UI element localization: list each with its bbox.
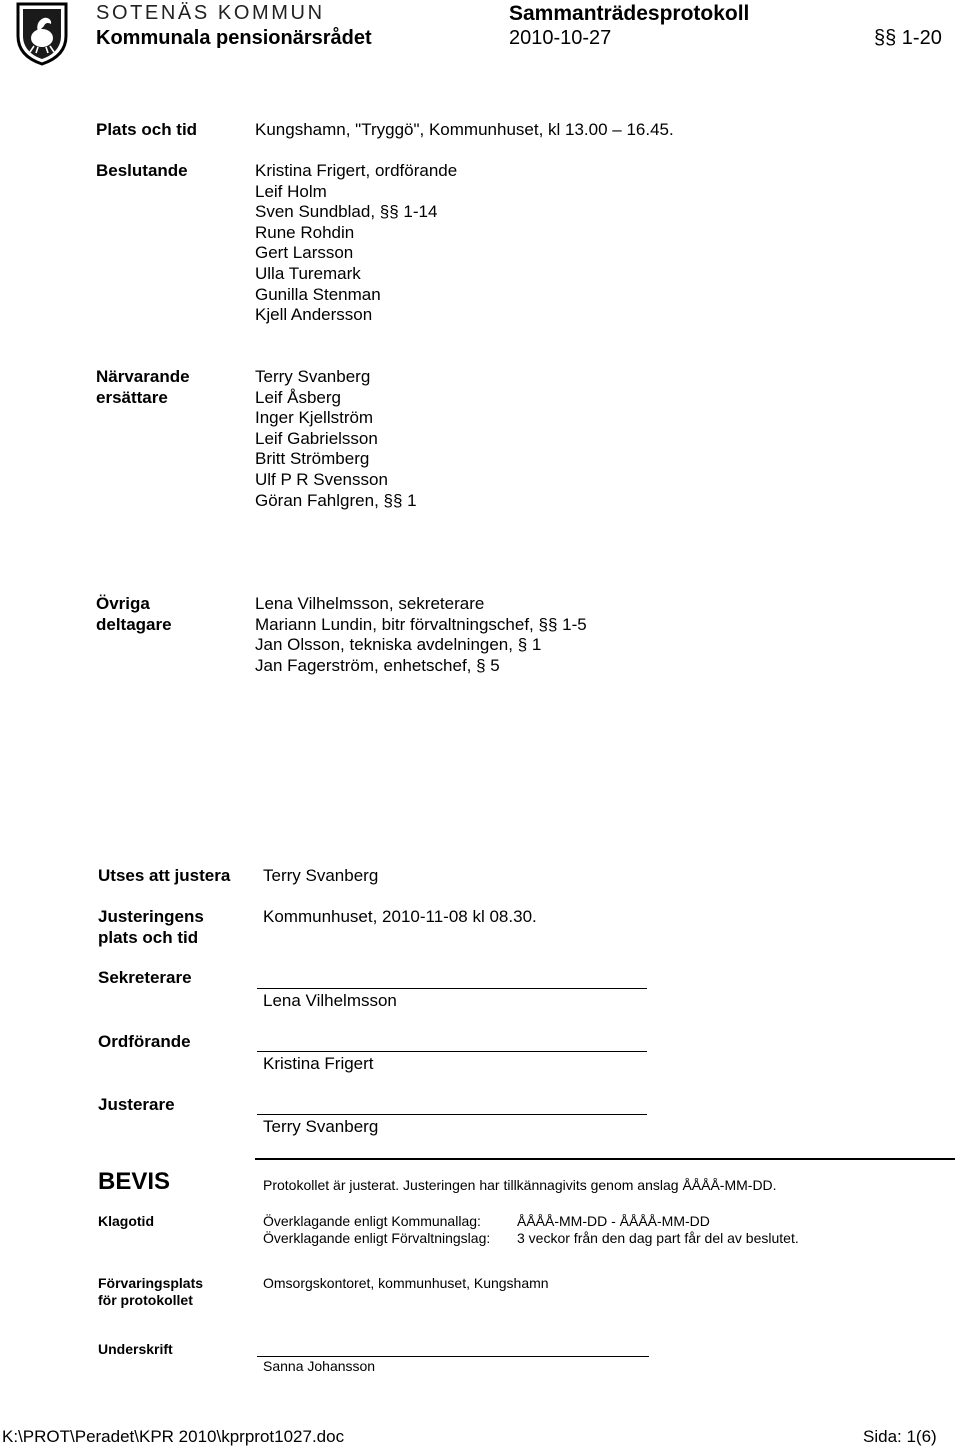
adjuster-sign-name: Terry Svanberg <box>263 1117 379 1136</box>
substitutes-label-line1: Närvarande <box>96 367 190 386</box>
chair-name: Kristina Frigert <box>263 1054 374 1073</box>
list-item: Ulla Turemark <box>255 263 361 283</box>
chair-label: Ordförande <box>98 1032 191 1051</box>
list-item: Rune Rohdin <box>255 222 355 242</box>
substitutes-list <box>255 367 417 511</box>
list-item: Jan Olsson, tekniska avdelningen, § 1 <box>255 635 542 655</box>
meeting-date: 2010-10-27 <box>509 27 612 49</box>
appeal-1-label: Överklagande enligt Kommunallag: <box>263 1213 481 1229</box>
substitutes-label-line2: ersättare <box>96 387 168 407</box>
document-type: Sammanträdesprotokoll <box>509 2 750 25</box>
substitutes-label <box>96 367 190 408</box>
list-item: Göran Fahlgren, §§ 1 <box>255 490 417 510</box>
list-item: Leif Holm <box>255 181 327 201</box>
deciders-label: Beslutande <box>96 161 188 180</box>
adjuster-sign-label: Justerare <box>98 1095 175 1114</box>
appeal-2-label: Överklagande enligt Förvaltningslag: <box>263 1230 491 1246</box>
list-item: Britt Strömberg <box>255 449 370 469</box>
municipality-name: SOTENÄS KOMMUN <box>96 2 325 24</box>
secretary-label: Sekreterare <box>98 968 192 987</box>
adjust-place-label <box>98 907 204 948</box>
list-item: Inger Kjellström <box>255 408 374 428</box>
list-item: Ulf P R Svensson <box>255 469 388 489</box>
place-time-label: Plats och tid <box>96 120 198 139</box>
signature-line <box>257 1356 649 1357</box>
list-item: Sven Sundblad, §§ 1-14 <box>255 202 438 222</box>
deciders-list <box>255 161 457 326</box>
appeal-label: Klagotid <box>98 1213 154 1229</box>
signature-line <box>257 1114 647 1115</box>
list-item: Lena Vilhelmsson, sekreterare <box>255 594 485 613</box>
list-item: Kristina Frigert, ordförande <box>255 161 458 180</box>
adjuster-label: Utses att justera <box>98 866 231 885</box>
bevis-text: Protokollet är justerat. Justeringen har tillkännagivits genom anslag ÅÅÅÅ-MM-DD. <box>263 1177 777 1193</box>
page-number: Sida: 1(6) <box>863 1427 937 1446</box>
list-item: Gunilla Stenman <box>255 284 381 304</box>
storage-label <box>98 1275 203 1309</box>
list-item: Gert Larsson <box>255 243 354 263</box>
signature-name: Sanna Johansson <box>263 1358 376 1374</box>
adjust-place-value: Kommunhuset, 2010-11-08 kl 08.30. <box>263 907 537 926</box>
place-time-value: Kungshamn, "Tryggö", Kommunhuset, kl 13.00 – 16.45. <box>255 120 674 139</box>
signature-label: Underskrift <box>98 1341 173 1357</box>
secretary-name: Lena Vilhelmsson <box>263 991 397 1010</box>
bevis-title: BEVIS <box>98 1168 171 1195</box>
others-label-line1: Övriga <box>96 594 150 613</box>
list-item: Jan Fagerström, enhetschef, § 5 <box>255 655 500 675</box>
list-item: Leif Åsberg <box>255 387 341 407</box>
file-path: K:\PROT\Peradet\KPR 2010\kprprot1027.doc <box>2 1427 345 1446</box>
section-range: §§ 1-20 <box>874 27 942 49</box>
signature-line <box>257 988 647 989</box>
bevis-divider <box>255 1158 955 1160</box>
storage-label-line2: för protokollet <box>98 1292 193 1308</box>
others-list <box>255 594 587 676</box>
board-name: Kommunala pensionärsrådet <box>96 27 372 49</box>
adjuster-value: Terry Svanberg <box>263 866 379 885</box>
adjust-place-label-line1: Justeringens <box>98 907 204 926</box>
list-item: Terry Svanberg <box>255 367 371 386</box>
others-label-line2: deltagare <box>96 614 172 634</box>
appeal-1-value: ÅÅÅÅ-MM-DD - ÅÅÅÅ-MM-DD <box>517 1213 710 1229</box>
municipality-coat-of-arms-icon <box>14 2 70 66</box>
storage-label-line1: Förvaringsplats <box>98 1275 204 1291</box>
adjust-place-label-line2: plats och tid <box>98 927 199 947</box>
list-item: Leif Gabrielsson <box>255 428 378 448</box>
list-item: Kjell Andersson <box>255 305 373 325</box>
others-label <box>96 594 172 635</box>
signature-line <box>257 1051 647 1052</box>
list-item: Mariann Lundin, bitr förvaltningschef, §§ 1-5 <box>255 614 587 634</box>
storage-value: Omsorgskontoret, kommunhuset, Kungshamn <box>263 1275 549 1291</box>
appeal-2-value: 3 veckor från den dag part får del av beslutet. <box>517 1230 799 1246</box>
